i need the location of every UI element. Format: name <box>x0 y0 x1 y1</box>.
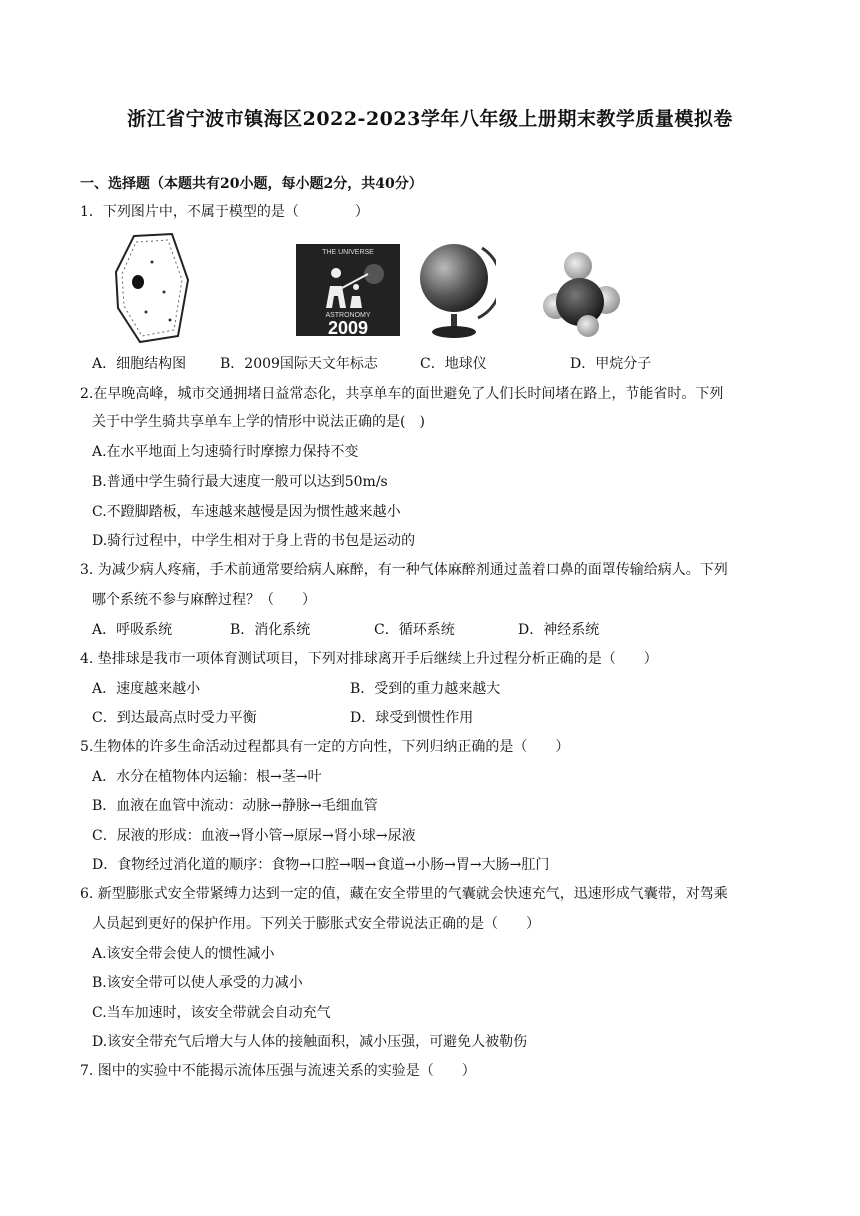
q1-option-a[interactable]: A．细胞结构图 <box>92 356 187 372</box>
q5-option-b[interactable]: B．血液在血管中流动：动脉→静脉→毛细血管 <box>92 798 378 814</box>
q1-option-c[interactable]: C．地球仪 <box>420 356 487 372</box>
q1-option-d[interactable]: D．甲烷分子 <box>570 356 652 372</box>
q2-option-a[interactable]: A.在水平地面上匀速骑行时摩擦力保持不变 <box>92 444 359 460</box>
cell-diagram-image <box>112 232 192 344</box>
logo-year-text: 2009 <box>327 318 369 336</box>
globe-image <box>418 240 496 340</box>
q4-option-b[interactable]: B．受到的重力越来越大 <box>350 681 501 697</box>
question-4-stem: 4. 垫排球是我市一项体育测试项目，下列对排球离开手后继续上升过程分析正确的是（ ） <box>80 651 658 667</box>
question-7-stem: 7. 图中的实验中不能揭示流体压强与流速关系的实验是（ ） <box>80 1063 476 1079</box>
astronomy-2009-logo-image <box>296 244 400 336</box>
q5-option-c[interactable]: C．尿液的形成：血液→肾小管→原尿→肾小球→尿液 <box>92 828 416 844</box>
question-6-stem-line-1: 6. 新型膨胀式安全带紧缚力达到一定的值，藏在安全带里的气囊就会快速充气，迅速形成气囊带，对驾乘 <box>80 886 728 902</box>
q3-option-d[interactable]: D．神经系统 <box>518 622 600 638</box>
q4-option-c[interactable]: C．到达最高点时受力平衡 <box>92 710 257 726</box>
question-3-options <box>0 620 860 640</box>
question-1-options <box>0 354 860 374</box>
q3-option-c[interactable]: C．循环系统 <box>374 622 455 638</box>
q6-option-b[interactable]: B.该安全带可以使人承受的力减小 <box>92 975 303 991</box>
methane-molecule-image <box>542 250 622 338</box>
q2-option-c[interactable]: C.不蹬脚踏板，车速越来越慢是因为惯性越来越小 <box>92 504 401 520</box>
q5-option-d[interactable]: D．食物经过消化道的顺序：食物→口腔→咽→食道→小肠→胃→大肠→肛门 <box>92 857 550 873</box>
q2-option-b[interactable]: B.普通中学生骑行最大速度一般可以达到50m/s <box>92 474 388 490</box>
question-2-stem-line-2: 关于中学生骑共享单车上学的情形中说法正确的是( ) <box>92 414 425 430</box>
q4-option-d[interactable]: D．球受到惯性作用 <box>350 710 474 726</box>
question-5-stem: 5.生物体的许多生命活动过程都具有一定的方向性，下列归纳正确的是（ ） <box>80 739 570 755</box>
q3-option-b[interactable]: B．消化系统 <box>230 622 311 638</box>
logo-top-text: THE UNIVERSE <box>322 249 374 256</box>
q3-option-a[interactable]: A．呼吸系统 <box>92 622 173 638</box>
q6-option-a[interactable]: A.该安全带会使人的惯性减小 <box>92 946 275 962</box>
section-heading: 一、选择题（本题共有20小题，每小题2分，共40分） <box>80 176 423 192</box>
page-title: 浙江省宁波市镇海区2022-2023学年八年级上册期末教学质量模拟卷 <box>127 108 733 130</box>
question-6-stem-line-2: 人员起到更好的保护作用。下列关于膨胀式安全带说法正确的是（ ） <box>92 916 540 932</box>
question-3-stem-line-1: 3. 为减少病人疼痛，手术前通常要给病人麻醉，有一种气体麻醉剂通过盖着口鼻的面罩传输给病人。下列 <box>80 562 728 578</box>
logo-mid-text: ASTRONOMY <box>325 312 371 319</box>
q6-option-d[interactable]: D.该安全带充气后增大与人体的接触面积，减小压强，可避免人被勒伤 <box>92 1034 528 1050</box>
question-4-options-row-2 <box>0 708 860 728</box>
question-1-stem: 1．下列图片中，不属于模型的是（ ） <box>80 204 369 220</box>
q1-option-b[interactable]: B．2009国际天文年标志 <box>220 356 378 372</box>
question-2-stem-line-1: 2.在早晚高峰，城市交通拥堵日益常态化，共享单车的面世避免了人们长时间堵在路上，节能省时。下列 <box>80 386 724 402</box>
q5-option-a[interactable]: A．水分在植物体内运输：根→茎→叶 <box>92 769 322 785</box>
q2-option-d[interactable]: D.骑行过程中，中学生相对于身上背的书包是运动的 <box>92 533 416 549</box>
question-4-options-row-1 <box>0 679 860 699</box>
question-3-stem-line-2: 哪个系统不参与麻醉过程？（ ） <box>92 592 316 608</box>
q6-option-c[interactable]: C.当车加速时，该安全带就会自动充气 <box>92 1005 331 1021</box>
q4-option-a[interactable]: A．速度越来越小 <box>92 681 201 697</box>
